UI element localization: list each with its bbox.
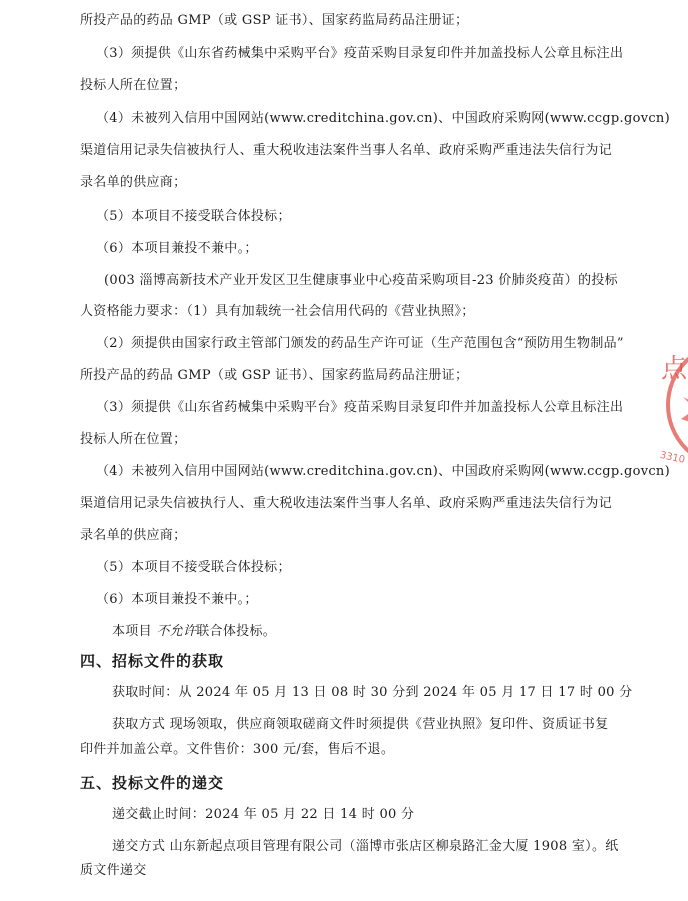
text-line: （2）须提供由国家行政主管部门颁发的药品生产许可证（生产范围包含“预防用生物制品” <box>96 336 624 351</box>
company-seal-image <box>655 335 688 475</box>
text-line: 渠道信用记录失信被执行人、重大税收违法案件当事人名单、政府采购严重违法失信行为记 <box>80 143 613 158</box>
joint-bid-line: 本项目 不允许联合体投标。 <box>112 624 277 639</box>
text-line: 投标人所在位置； <box>80 432 187 447</box>
text-line: 印件并加盖公章。文件售价：300 元/套，售后不退。 <box>80 742 395 757</box>
text-line: （3）须提供《山东省药械集中采购平台》疫苗采购目录复印件并加盖投标人公章且标注出 <box>96 400 624 415</box>
text-line: 所投产品的药品 GMP（或 GSP 证书）、国家药监局药品注册证； <box>80 368 469 383</box>
text-line: 递交截止时间：2024 年 05 月 22 日 14 时 00 分 <box>112 807 415 822</box>
joint-bid-emphasis: 不允许 <box>156 624 197 639</box>
text-line: 获取方式 现场领取，供应商领取磋商文件时须提供《营业执照》复印件、资质证书复 <box>112 717 609 732</box>
svg-text:3310: 3310 <box>658 449 686 466</box>
text-line: 人资格能力要求：（1）具有加载统一社会信用代码的《营业执照》； <box>80 304 475 319</box>
text-line: （4）未被列入信用中国网站(www.creditchina.gov.cn)、中国政府采购网(www.ccgp.govcn) <box>96 111 670 126</box>
text-line: 投标人所在位置； <box>80 78 187 93</box>
text-line: 递交方式 山东新起点项目管理有限公司（淄博市张店区柳泉路汇金大厦 1908 室）。纸 <box>112 839 619 854</box>
text-line: （5）本项目不接受联合体投标； <box>96 560 291 575</box>
text-line: （4）未被列入信用中国网站(www.creditchina.gov.cn)、中国政府采购网(www.ccgp.govcn) <box>96 464 670 479</box>
text-line: 质文件递交 <box>80 863 147 878</box>
svg-text:点: 点 <box>661 354 688 384</box>
section-heading: 五、投标文件的递交 <box>80 774 225 792</box>
text-line: （6）本项目兼投不兼中。； <box>96 592 258 607</box>
text-line: 录名单的供应商； <box>80 528 187 543</box>
text-line: 录名单的供应商； <box>80 175 187 190</box>
section-heading: 四、招标文件的获取 <box>80 652 225 670</box>
text-line: （3）须提供《山东省药械集中采购平台》疫苗采购目录复印件并加盖投标人公章且标注出 <box>96 46 624 61</box>
text-line: 渠道信用记录失信被执行人、重大税收违法案件当事人名单、政府采购严重违法失信行为记 <box>80 496 613 511</box>
text-line: 获取时间：从 2024 年 05 月 13 日 08 时 30 分到 2024 年 05 月 17 日 17 时 00 分 <box>112 685 633 700</box>
text-line: （5）本项目不接受联合体投标； <box>96 209 291 224</box>
text-line: (003 淄博高新技术产业开发区卫生健康事业中心疫苗采购项目-23 价肺炎疫苗）的投标 <box>104 273 618 288</box>
text-line: 所投产品的药品 GMP（或 GSP 证书）、国家药监局药品注册证； <box>80 13 469 28</box>
text-line: （6）本项目兼投不兼中。； <box>96 241 258 256</box>
